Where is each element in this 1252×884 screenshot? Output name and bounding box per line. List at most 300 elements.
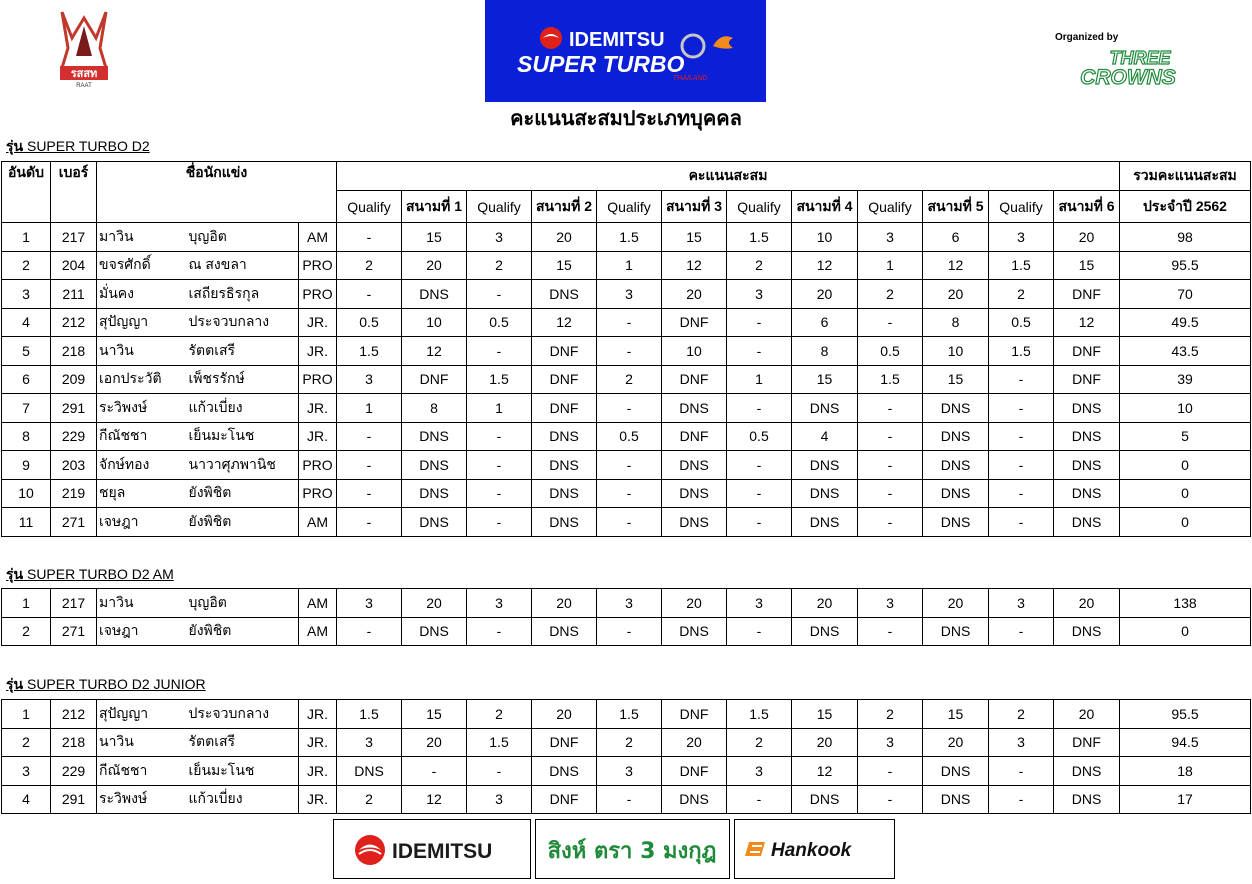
section-prefix: รุ่น bbox=[6, 138, 24, 154]
cell-round-4: 12 bbox=[792, 757, 858, 786]
cell-qualify-2: 1.5 bbox=[467, 365, 532, 394]
cell-first-name: นาวิน bbox=[97, 337, 187, 366]
table-row bbox=[2, 223, 1251, 252]
cell-qualify-5: - bbox=[858, 785, 923, 814]
table-row bbox=[2, 251, 1251, 280]
cell-round-1: DNF bbox=[402, 365, 467, 394]
cell-number: 271 bbox=[51, 617, 97, 646]
cell-rank: 6 bbox=[2, 365, 51, 394]
cell-qualify-4: 0.5 bbox=[727, 422, 792, 451]
cell-rank: 2 bbox=[2, 251, 51, 280]
cell-round-1: 12 bbox=[402, 337, 467, 366]
col-round-2: สนามที่ 2 bbox=[532, 191, 597, 223]
col-qualify-4: Qualify bbox=[727, 191, 792, 223]
cell-qualify-5: - bbox=[858, 508, 923, 537]
cell-rank: 10 bbox=[2, 479, 51, 508]
cell-round-6: DNS bbox=[1054, 508, 1120, 537]
col-qualify-5: Qualify bbox=[858, 191, 923, 223]
cell-class: PRO bbox=[299, 479, 337, 508]
cell-round-5: DNS bbox=[923, 451, 989, 480]
cell-qualify-6: 2 bbox=[989, 280, 1054, 309]
cell-rank: 9 bbox=[2, 451, 51, 480]
cell-class: JR. bbox=[299, 308, 337, 337]
cell-round-5: 6 bbox=[923, 223, 989, 252]
cell-qualify-2: 1 bbox=[467, 394, 532, 423]
sponsor-three-crowns-text: สิงห์ ตรา 3 มงกุฎ bbox=[547, 839, 717, 864]
cell-number: 218 bbox=[51, 728, 97, 757]
cell-round-6: DNF bbox=[1054, 728, 1120, 757]
super-turbo-banner bbox=[485, 0, 766, 102]
cell-rank: 1 bbox=[2, 700, 51, 729]
cell-round-5: 15 bbox=[923, 365, 989, 394]
cell-round-3: 20 bbox=[662, 589, 727, 618]
cell-round-3: 10 bbox=[662, 337, 727, 366]
cell-qualify-6: - bbox=[989, 394, 1054, 423]
cell-round-5: DNS bbox=[923, 479, 989, 508]
col-round-5: สนามที่ 5 bbox=[923, 191, 989, 223]
cell-round-6: 20 bbox=[1054, 589, 1120, 618]
cell-qualify-5: 3 bbox=[858, 589, 923, 618]
table-row bbox=[2, 700, 1251, 729]
cell-class: JR. bbox=[299, 394, 337, 423]
cell-qualify-5: 0.5 bbox=[858, 337, 923, 366]
organizer-logo bbox=[1050, 32, 1210, 92]
cell-round-2: 20 bbox=[532, 223, 597, 252]
table-row bbox=[2, 394, 1251, 423]
cell-qualify-6: 3 bbox=[989, 728, 1054, 757]
cell-qualify-6: 2 bbox=[989, 700, 1054, 729]
cell-qualify-2: 0.5 bbox=[467, 308, 532, 337]
cell-rank: 11 bbox=[2, 508, 51, 537]
cell-round-1: 15 bbox=[402, 700, 467, 729]
cell-round-4: 8 bbox=[792, 337, 858, 366]
table-row bbox=[2, 280, 1251, 309]
cell-qualify-1: - bbox=[337, 451, 402, 480]
cell-first-name: กีณัชชา bbox=[97, 422, 187, 451]
cell-round-5: DNS bbox=[923, 508, 989, 537]
cell-qualify-4: 1.5 bbox=[727, 700, 792, 729]
cell-round-1: DNS bbox=[402, 617, 467, 646]
col-total-line2: ประจำปี 2562 bbox=[1120, 191, 1251, 223]
cell-last-name: ยังพิชิต bbox=[187, 479, 299, 508]
cell-qualify-5: - bbox=[858, 617, 923, 646]
cell-class: JR. bbox=[299, 422, 337, 451]
cell-qualify-4: - bbox=[727, 785, 792, 814]
cell-qualify-2: - bbox=[467, 451, 532, 480]
header-row-top bbox=[2, 162, 1251, 191]
cell-round-4: 15 bbox=[792, 700, 858, 729]
cell-first-name: เจษฎา bbox=[97, 508, 187, 537]
cell-first-name: ระวิพงษ์ bbox=[97, 785, 187, 814]
cell-round-5: DNS bbox=[923, 394, 989, 423]
cell-total: 0 bbox=[1120, 508, 1251, 537]
cell-round-6: DNS bbox=[1054, 451, 1120, 480]
cell-rank: 1 bbox=[2, 589, 51, 618]
cell-number: 217 bbox=[51, 589, 97, 618]
cell-total: 138 bbox=[1120, 589, 1251, 618]
col-qualify-2: Qualify bbox=[467, 191, 532, 223]
cell-qualify-3: - bbox=[597, 617, 662, 646]
col-round-6: สนามที่ 6 bbox=[1054, 191, 1120, 223]
cell-round-6: 12 bbox=[1054, 308, 1120, 337]
cell-qualify-2: - bbox=[467, 337, 532, 366]
table-row bbox=[2, 337, 1251, 366]
cell-round-6: 15 bbox=[1054, 251, 1120, 280]
cell-class: AM bbox=[299, 617, 337, 646]
cell-total: 0 bbox=[1120, 617, 1251, 646]
cell-qualify-3: - bbox=[597, 337, 662, 366]
cell-rank: 4 bbox=[2, 785, 51, 814]
cell-qualify-6: - bbox=[989, 451, 1054, 480]
cell-total: 70 bbox=[1120, 280, 1251, 309]
table-row bbox=[2, 422, 1251, 451]
cell-qualify-1: - bbox=[337, 617, 402, 646]
table-row bbox=[2, 451, 1251, 480]
cell-round-4: 20 bbox=[792, 589, 858, 618]
cell-qualify-5: - bbox=[858, 479, 923, 508]
cell-round-1: DNS bbox=[402, 451, 467, 480]
cell-qualify-2: - bbox=[467, 617, 532, 646]
cell-qualify-4: - bbox=[727, 617, 792, 646]
cell-class: JR. bbox=[299, 337, 337, 366]
cell-round-5: 20 bbox=[923, 589, 989, 618]
cell-qualify-1: - bbox=[337, 223, 402, 252]
cell-round-2: 20 bbox=[532, 589, 597, 618]
banner-sub: THAILAND bbox=[673, 75, 708, 82]
cell-rank: 4 bbox=[2, 308, 51, 337]
page-title: คะแนนสะสมประเภทบุคคล bbox=[510, 108, 742, 130]
section-name: SUPER TURBO D2 JUNIOR bbox=[26, 676, 206, 692]
cell-last-name: ยังพิชิต bbox=[187, 508, 299, 537]
cell-round-2: DNF bbox=[532, 394, 597, 423]
cell-qualify-3: 3 bbox=[597, 280, 662, 309]
cell-round-3: DNF bbox=[662, 365, 727, 394]
cell-qualify-1: 1.5 bbox=[337, 337, 402, 366]
cell-qualify-4: 2 bbox=[727, 251, 792, 280]
table-row bbox=[2, 365, 1251, 394]
cell-total: 0 bbox=[1120, 451, 1251, 480]
cell-qualify-4: - bbox=[727, 451, 792, 480]
cell-round-2: DNS bbox=[532, 479, 597, 508]
cell-qualify-3: - bbox=[597, 308, 662, 337]
cell-last-name: บุญอิต bbox=[187, 589, 299, 618]
cell-class: AM bbox=[299, 508, 337, 537]
cell-round-3: 20 bbox=[662, 728, 727, 757]
sponsor-three-crowns bbox=[535, 819, 730, 879]
cell-total: 49.5 bbox=[1120, 308, 1251, 337]
cell-last-name: รัตตเสรี bbox=[187, 337, 299, 366]
cell-round-6: DNF bbox=[1054, 337, 1120, 366]
cell-round-6: DNS bbox=[1054, 617, 1120, 646]
raat-logo bbox=[56, 8, 112, 88]
cell-total: 39 bbox=[1120, 365, 1251, 394]
cell-round-1: 10 bbox=[402, 308, 467, 337]
cell-last-name: บุญอิต bbox=[187, 223, 299, 252]
cell-round-4: DNS bbox=[792, 479, 858, 508]
cell-round-1: 15 bbox=[402, 223, 467, 252]
col-points-group: คะแนนสะสม bbox=[337, 162, 1120, 191]
cell-qualify-4: 3 bbox=[727, 589, 792, 618]
cell-qualify-1: 1.5 bbox=[337, 700, 402, 729]
cell-rank: 2 bbox=[2, 617, 51, 646]
cell-qualify-5: - bbox=[858, 422, 923, 451]
cell-class: PRO bbox=[299, 251, 337, 280]
cell-round-5: DNS bbox=[923, 785, 989, 814]
cell-qualify-3: 0.5 bbox=[597, 422, 662, 451]
cell-qualify-3: - bbox=[597, 394, 662, 423]
cell-first-name: ระวิพงษ์ bbox=[97, 394, 187, 423]
cell-first-name: นาวิน bbox=[97, 728, 187, 757]
cell-round-5: 20 bbox=[923, 280, 989, 309]
cell-round-5: 12 bbox=[923, 251, 989, 280]
cell-round-3: DNS bbox=[662, 479, 727, 508]
cell-qualify-6: - bbox=[989, 508, 1054, 537]
cell-round-1: 20 bbox=[402, 728, 467, 757]
cell-class: AM bbox=[299, 589, 337, 618]
cell-qualify-2: - bbox=[467, 422, 532, 451]
cell-qualify-4: - bbox=[727, 479, 792, 508]
cell-qualify-6: - bbox=[989, 365, 1054, 394]
cell-qualify-6: - bbox=[989, 617, 1054, 646]
cell-round-4: 4 bbox=[792, 422, 858, 451]
cell-first-name: ชยุล bbox=[97, 479, 187, 508]
cell-number: 204 bbox=[51, 251, 97, 280]
cell-round-4: DNS bbox=[792, 617, 858, 646]
cell-last-name: เสถียรธิรกุล bbox=[187, 280, 299, 309]
cell-qualify-5: 2 bbox=[858, 280, 923, 309]
cell-first-name: กีณัชชา bbox=[97, 757, 187, 786]
cell-qualify-4: 3 bbox=[727, 757, 792, 786]
col-number: เบอร์ bbox=[51, 162, 97, 223]
cell-last-name: เย็นมะโนช bbox=[187, 422, 299, 451]
cell-class: PRO bbox=[299, 451, 337, 480]
col-round-1: สนามที่ 1 bbox=[402, 191, 467, 223]
col-qualify-1: Qualify bbox=[337, 191, 402, 223]
cell-round-3: DNS bbox=[662, 617, 727, 646]
cell-qualify-6: - bbox=[989, 785, 1054, 814]
cell-round-4: 20 bbox=[792, 280, 858, 309]
cell-round-3: 20 bbox=[662, 280, 727, 309]
cell-qualify-3: - bbox=[597, 785, 662, 814]
table-row bbox=[2, 308, 1251, 337]
section-name: SUPER TURBO D2 bbox=[26, 138, 150, 154]
cell-qualify-4: - bbox=[727, 337, 792, 366]
cell-qualify-2: 3 bbox=[467, 589, 532, 618]
cell-qualify-2: - bbox=[467, 479, 532, 508]
cell-number: 218 bbox=[51, 337, 97, 366]
cell-round-2: DNS bbox=[532, 451, 597, 480]
cell-qualify-1: 3 bbox=[337, 728, 402, 757]
cell-number: 217 bbox=[51, 223, 97, 252]
cell-qualify-3: - bbox=[597, 508, 662, 537]
table-row bbox=[2, 757, 1251, 786]
cell-qualify-6: 3 bbox=[989, 589, 1054, 618]
cell-round-5: 15 bbox=[923, 700, 989, 729]
cell-first-name: เอกประวัติ bbox=[97, 365, 187, 394]
cell-qualify-6: 0.5 bbox=[989, 308, 1054, 337]
cell-qualify-3: 1.5 bbox=[597, 223, 662, 252]
sponsor-idemitsu-text: IDEMITSU bbox=[392, 840, 493, 863]
cell-qualify-1: 3 bbox=[337, 365, 402, 394]
cell-round-2: 15 bbox=[532, 251, 597, 280]
col-qualify-3: Qualify bbox=[597, 191, 662, 223]
cell-round-1: 20 bbox=[402, 251, 467, 280]
cell-round-6: DNS bbox=[1054, 479, 1120, 508]
cell-qualify-1: - bbox=[337, 422, 402, 451]
cell-total: 5 bbox=[1120, 422, 1251, 451]
cell-number: 212 bbox=[51, 308, 97, 337]
cell-qualify-2: 3 bbox=[467, 785, 532, 814]
cell-round-1: 12 bbox=[402, 785, 467, 814]
cell-round-4: 20 bbox=[792, 728, 858, 757]
sponsor-hankook-text: Hankook bbox=[771, 840, 852, 861]
sponsor-hankook bbox=[734, 819, 895, 879]
cell-total: 18 bbox=[1120, 757, 1251, 786]
cell-round-2: DNS bbox=[532, 757, 597, 786]
cell-qualify-5: - bbox=[858, 451, 923, 480]
cell-total: 0 bbox=[1120, 479, 1251, 508]
cell-qualify-4: - bbox=[727, 508, 792, 537]
cell-qualify-5: 3 bbox=[858, 728, 923, 757]
cell-qualify-5: - bbox=[858, 757, 923, 786]
cell-first-name: ขจรศักดิ์ bbox=[97, 251, 187, 280]
cell-qualify-4: 1 bbox=[727, 365, 792, 394]
cell-first-name: มาวิน bbox=[97, 223, 187, 252]
cell-last-name: เพ็ชรรักษ์ bbox=[187, 365, 299, 394]
cell-last-name: ยังพิชิต bbox=[187, 617, 299, 646]
cell-number: 212 bbox=[51, 700, 97, 729]
cell-round-3: DNF bbox=[662, 422, 727, 451]
cell-qualify-1: - bbox=[337, 280, 402, 309]
cell-round-2: DNS bbox=[532, 508, 597, 537]
cell-number: 229 bbox=[51, 422, 97, 451]
cell-round-3: DNS bbox=[662, 508, 727, 537]
cell-round-4: DNS bbox=[792, 394, 858, 423]
cell-round-3: DNS bbox=[662, 394, 727, 423]
section-name: SUPER TURBO D2 AM bbox=[26, 566, 174, 582]
cell-last-name: เย็นมะโนช bbox=[187, 757, 299, 786]
cell-rank: 3 bbox=[2, 757, 51, 786]
cell-round-1: DNS bbox=[402, 479, 467, 508]
cell-round-1: DNS bbox=[402, 422, 467, 451]
sponsor-idemitsu bbox=[333, 819, 531, 879]
section-prefix: รุ่น bbox=[6, 676, 24, 692]
cell-first-name: มาวิน bbox=[97, 589, 187, 618]
cell-number: 229 bbox=[51, 757, 97, 786]
standings-table-d2 bbox=[1, 161, 1251, 537]
cell-last-name: แก้วเบี่ยง bbox=[187, 785, 299, 814]
cell-first-name: มั่นคง bbox=[97, 280, 187, 309]
cell-round-6: DNF bbox=[1054, 365, 1120, 394]
cell-total: 98 bbox=[1120, 223, 1251, 252]
cell-class: JR. bbox=[299, 728, 337, 757]
section-title-d2-junior bbox=[6, 674, 206, 696]
cell-qualify-2: - bbox=[467, 757, 532, 786]
cell-qualify-3: 1 bbox=[597, 251, 662, 280]
cell-class: PRO bbox=[299, 365, 337, 394]
cell-class: JR. bbox=[299, 785, 337, 814]
col-rank: อันดับ bbox=[2, 162, 51, 223]
cell-total: 17 bbox=[1120, 785, 1251, 814]
cell-round-5: DNS bbox=[923, 422, 989, 451]
cell-qualify-1: 1 bbox=[337, 394, 402, 423]
cell-class: AM bbox=[299, 223, 337, 252]
cell-qualify-3: 3 bbox=[597, 589, 662, 618]
cell-qualify-4: 2 bbox=[727, 728, 792, 757]
cell-qualify-3: - bbox=[597, 479, 662, 508]
raat-logo-text: รสสท bbox=[70, 68, 98, 80]
cell-qualify-5: 3 bbox=[858, 223, 923, 252]
col-name: ชื่อนักแข่ง bbox=[97, 162, 337, 223]
cell-last-name: ประจวบกลาง bbox=[187, 700, 299, 729]
cell-qualify-4: - bbox=[727, 394, 792, 423]
cell-qualify-6: - bbox=[989, 757, 1054, 786]
cell-rank: 1 bbox=[2, 223, 51, 252]
cell-qualify-2: 3 bbox=[467, 223, 532, 252]
cell-round-4: DNS bbox=[792, 785, 858, 814]
col-qualify-6: Qualify bbox=[989, 191, 1054, 223]
cell-rank: 8 bbox=[2, 422, 51, 451]
cell-qualify-5: - bbox=[858, 394, 923, 423]
cell-number: 209 bbox=[51, 365, 97, 394]
organizer-line2: CROWNS bbox=[1080, 66, 1176, 89]
cell-qualify-3: 2 bbox=[597, 365, 662, 394]
cell-qualify-2: - bbox=[467, 280, 532, 309]
cell-qualify-3: 1.5 bbox=[597, 700, 662, 729]
table-row bbox=[2, 589, 1251, 618]
cell-round-4: DNS bbox=[792, 451, 858, 480]
cell-number: 291 bbox=[51, 394, 97, 423]
cell-qualify-5: - bbox=[858, 308, 923, 337]
cell-round-5: 20 bbox=[923, 728, 989, 757]
cell-round-6: DNF bbox=[1054, 280, 1120, 309]
cell-total: 10 bbox=[1120, 394, 1251, 423]
cell-qualify-1: 3 bbox=[337, 589, 402, 618]
cell-round-3: DNF bbox=[662, 700, 727, 729]
cell-qualify-5: 2 bbox=[858, 700, 923, 729]
cell-first-name: สุปัญญา bbox=[97, 700, 187, 729]
cell-round-2: DNF bbox=[532, 785, 597, 814]
cell-round-5: 8 bbox=[923, 308, 989, 337]
cell-last-name: รัตตเสรี bbox=[187, 728, 299, 757]
cell-round-1: DNS bbox=[402, 280, 467, 309]
section-title-d2-am bbox=[6, 564, 174, 586]
cell-round-4: 6 bbox=[792, 308, 858, 337]
cell-round-5: DNS bbox=[923, 757, 989, 786]
cell-qualify-4: 3 bbox=[727, 280, 792, 309]
col-round-3: สนามที่ 3 bbox=[662, 191, 727, 223]
cell-round-2: 12 bbox=[532, 308, 597, 337]
cell-qualify-1: - bbox=[337, 508, 402, 537]
cell-qualify-5: 1.5 bbox=[858, 365, 923, 394]
cell-round-5: 10 bbox=[923, 337, 989, 366]
cell-round-1: 8 bbox=[402, 394, 467, 423]
cell-round-3: 12 bbox=[662, 251, 727, 280]
cell-rank: 3 bbox=[2, 280, 51, 309]
cell-qualify-4: - bbox=[727, 308, 792, 337]
cell-last-name: ประจวบกลาง bbox=[187, 308, 299, 337]
cell-number: 271 bbox=[51, 508, 97, 537]
cell-qualify-1: 0.5 bbox=[337, 308, 402, 337]
cell-qualify-1: - bbox=[337, 479, 402, 508]
cell-qualify-6: 3 bbox=[989, 223, 1054, 252]
cell-qualify-1: 2 bbox=[337, 785, 402, 814]
cell-number: 203 bbox=[51, 451, 97, 480]
cell-qualify-6: - bbox=[989, 479, 1054, 508]
cell-qualify-3: 3 bbox=[597, 757, 662, 786]
cell-qualify-2: 2 bbox=[467, 251, 532, 280]
cell-round-5: DNS bbox=[923, 617, 989, 646]
